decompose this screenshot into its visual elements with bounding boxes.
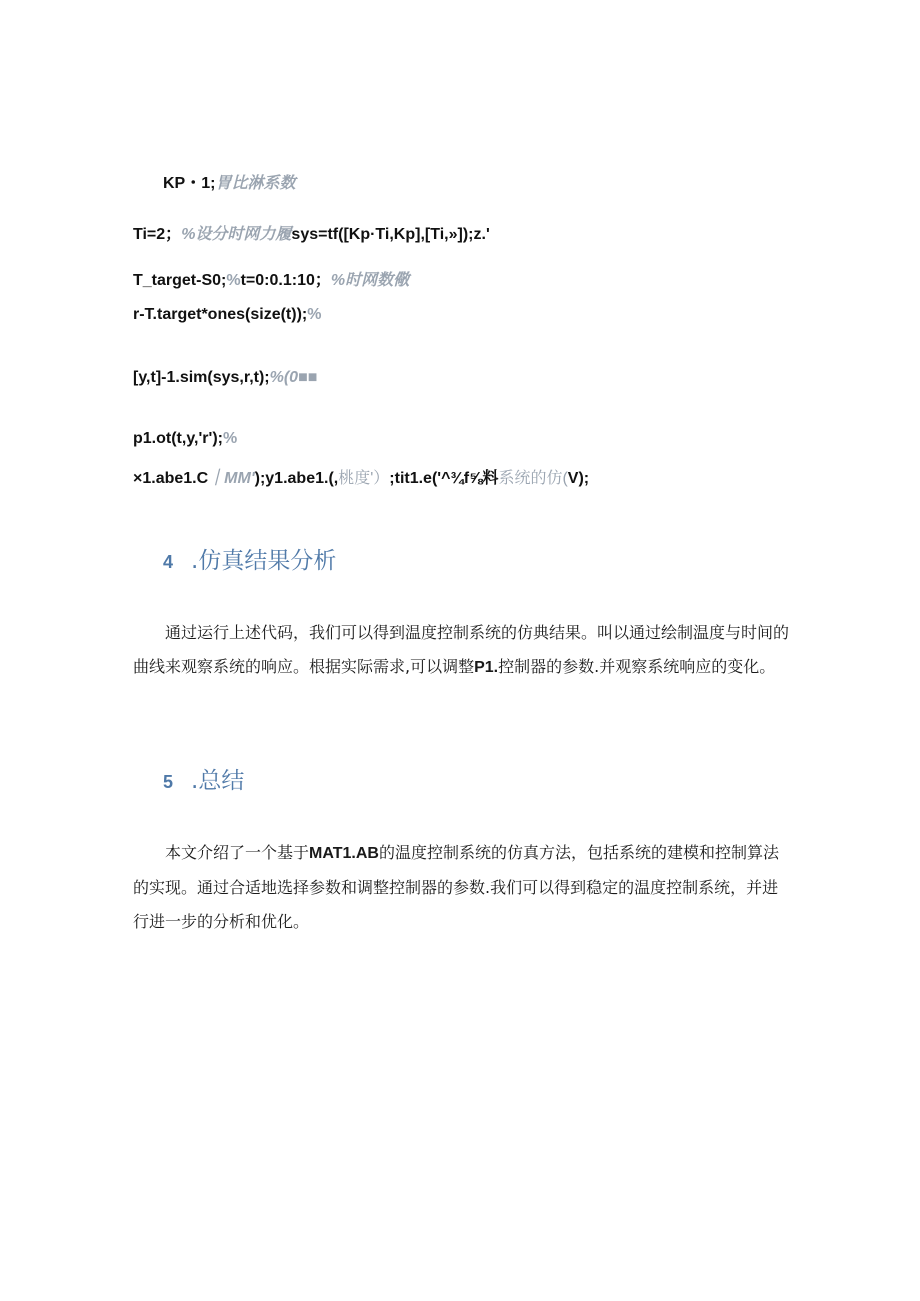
- code-comment: %(0■■: [269, 369, 318, 386]
- code-text: t=0:0.1:10；: [240, 272, 331, 289]
- code-text: V);: [567, 470, 590, 487]
- paragraph-bold-term: MAT1.AB: [309, 845, 379, 862]
- section-4-paragraph: [133, 616, 793, 685]
- code-comment: ｜MM': [208, 470, 255, 487]
- code-comment: 桃度'）: [338, 470, 390, 487]
- code-line-4: [133, 305, 321, 325]
- section-5-paragraph: [133, 836, 793, 939]
- paragraph-text: 的温度控制系统的仿真方法，包括系统的建模和控制算法的实现。通过合适地选择参数和调整控制器的参数.我们可以得到稳定的温度控制系统，并进行进一步的分析和优化。: [133, 843, 779, 931]
- section-5-heading: [163, 767, 244, 796]
- section-number: 5: [163, 772, 174, 792]
- code-line-7: [133, 469, 589, 489]
- code-comment: %: [222, 430, 238, 447]
- section-4-heading: [163, 547, 336, 576]
- paragraph-text: 通过运行上述代码，我们可以得到温度控制系统的仿典结果。叫以通过绘制温度与时间的曲线来观察系统的响应。根据实际需求,可以调整: [133, 623, 790, 676]
- code-comment: %时网数儆: [330, 272, 410, 289]
- paragraph-text: 控制器的参数.并观察系统响应的变化。: [498, 657, 776, 676]
- paragraph-text: 本文介绍了一个基于: [165, 843, 310, 862]
- section-title: .仿真结果分析: [191, 548, 337, 574]
- code-comment: 系统的仿(: [498, 470, 568, 487]
- code-comment: 胃比淋系数: [215, 175, 296, 192]
- code-line-1: [163, 174, 295, 194]
- code-line-3: [133, 271, 409, 291]
- code-text: r-T.target*ones(size(t));: [133, 306, 308, 323]
- code-line-6: [133, 429, 237, 449]
- code-comment: %: [226, 272, 241, 289]
- section-number: 4: [163, 552, 174, 572]
- code-line-2: [133, 225, 490, 245]
- paragraph-bold-term: P1.: [474, 659, 499, 676]
- code-comment: %: [307, 306, 322, 323]
- code-text: KP・1;: [163, 175, 216, 192]
- code-text: p1.ot(t,y,'r');: [133, 430, 223, 447]
- code-text: ×1.abe1.C: [133, 470, 209, 487]
- code-text: );y1.abe1.(,: [254, 470, 339, 487]
- code-line-5: [133, 368, 317, 388]
- code-comment: %设分时网力履: [181, 226, 292, 243]
- code-text: Ti=2；: [133, 226, 182, 243]
- section-title: .总结: [191, 768, 245, 794]
- code-text: [y,t]-1.sim(sys,r,t);: [133, 369, 270, 386]
- code-text: ;tit1.e('^¾f⅝料: [389, 470, 499, 487]
- code-text: T_target-S0;: [133, 272, 227, 289]
- code-text: sys=tf([Kp·Ti,Kp],[Ti,»]);z.': [291, 226, 490, 243]
